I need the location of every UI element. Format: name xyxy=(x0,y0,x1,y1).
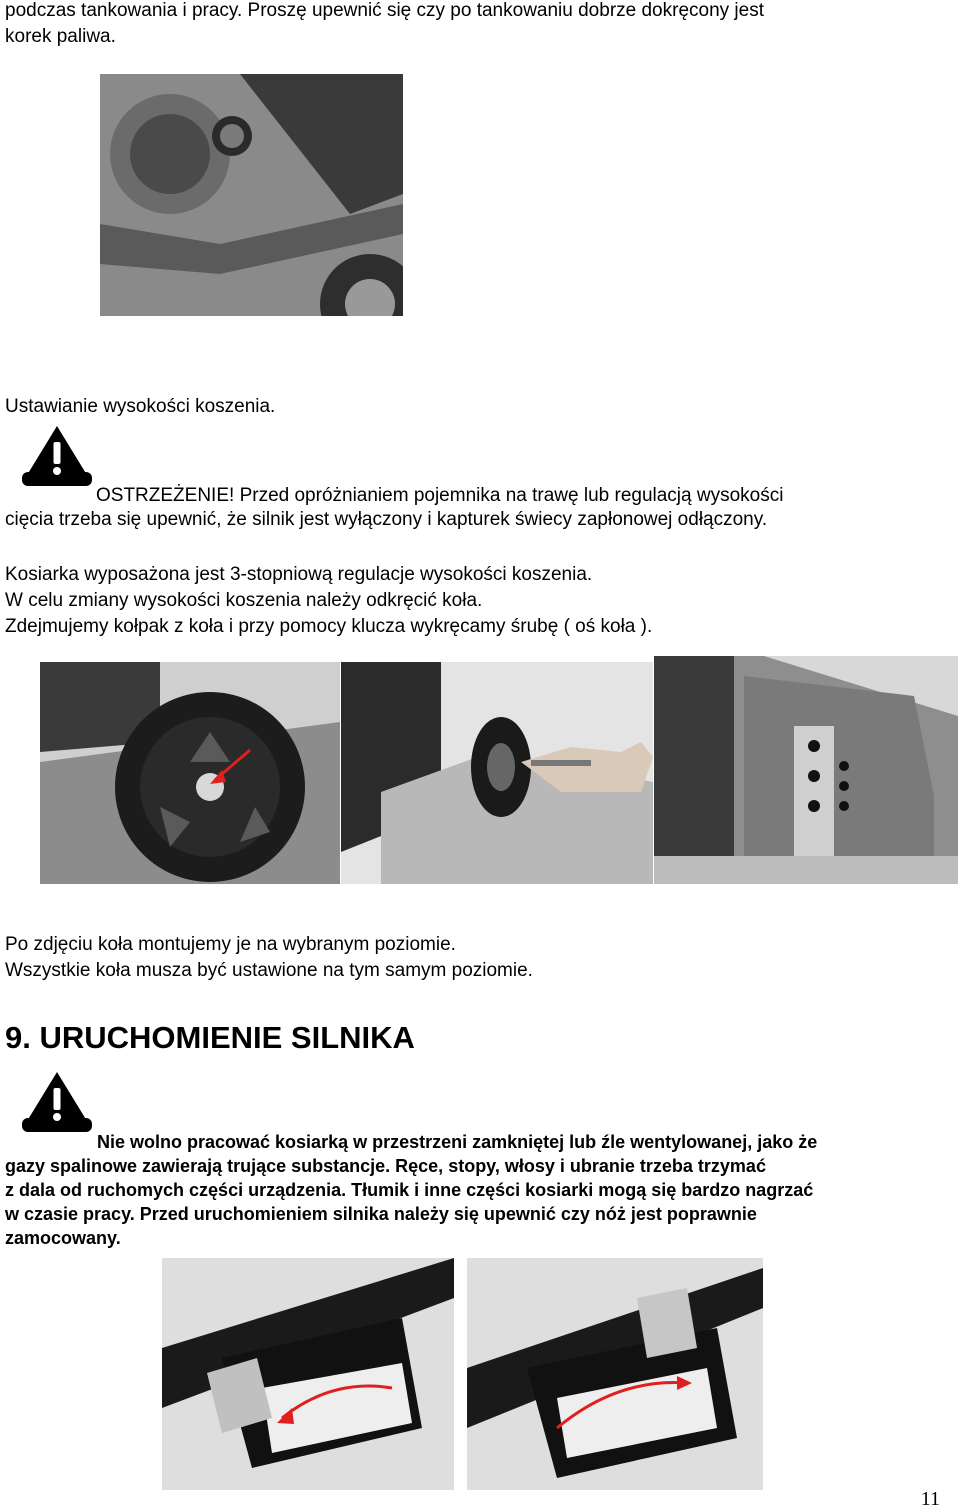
photo-throttle-run xyxy=(162,1258,454,1490)
section-title: Ustawianie wysokości koszenia. xyxy=(5,396,276,417)
warning-icon xyxy=(22,424,92,486)
page-number: 11 xyxy=(920,1488,940,1510)
para-line-2: W celu zmiany wysokości koszenia należy odkręcić koła. xyxy=(5,590,483,611)
photo-wheel xyxy=(40,662,340,884)
engine-warn-line-3: z dala od ruchomych części urządzenia. Tłumik i inne części kosiarki mogą się bardzo nagrzać xyxy=(5,1180,814,1200)
photo-wrench xyxy=(341,662,653,884)
photo-throttle-start xyxy=(467,1258,763,1490)
para-line-1: Kosiarka wyposażona jest 3-stopniową regulacje wysokości koszenia. xyxy=(5,564,593,585)
warning-icon xyxy=(22,1070,92,1132)
photo-engine xyxy=(100,74,403,316)
warning-line-2: cięcia trzeba się upewnić, że silnik jest wyłączony i kapturek świecy zapłonowej odłączony. xyxy=(5,509,768,530)
intro-line-2: korek paliwa. xyxy=(5,26,116,47)
after-line-1: Po zdjęciu koła montujemy je na wybranym poziomie. xyxy=(5,934,456,955)
engine-heading: 9. URUCHOMIENIE SILNIKA xyxy=(5,1020,415,1055)
intro-line-1: podczas tankowania i pracy. Proszę upewnić się czy po tankowaniu dobrze dokręcony jest xyxy=(5,0,764,21)
warning-line-1: OSTRZEŻENIE! Przed opróżnianiem pojemnika na trawę lub regulacją wysokości xyxy=(96,485,784,506)
after-line-2: Wszystkie koła musza być ustawione na tym samym poziomie. xyxy=(5,960,533,981)
engine-warn-line-2: gazy spalinowe zawierają trujące substancje. Ręce, stopy, włosy i ubranie trzeba trzymać xyxy=(5,1156,766,1176)
photo-axle-bracket xyxy=(654,656,958,884)
engine-warn-line-1: Nie wolno pracować kosiarką w przestrzeni zamkniętej lub źle wentylowanej, jako że xyxy=(97,1132,818,1152)
engine-warn-line-5: zamocowany. xyxy=(5,1228,121,1248)
para-line-3: Zdejmujemy kołpak z koła i przy pomocy klucza wykręcamy śrubę ( oś koła ). xyxy=(5,616,653,637)
engine-warn-line-4: w czasie pracy. Przed uruchomieniem silnika należy się upewnić czy nóż jest poprawnie xyxy=(5,1204,757,1224)
